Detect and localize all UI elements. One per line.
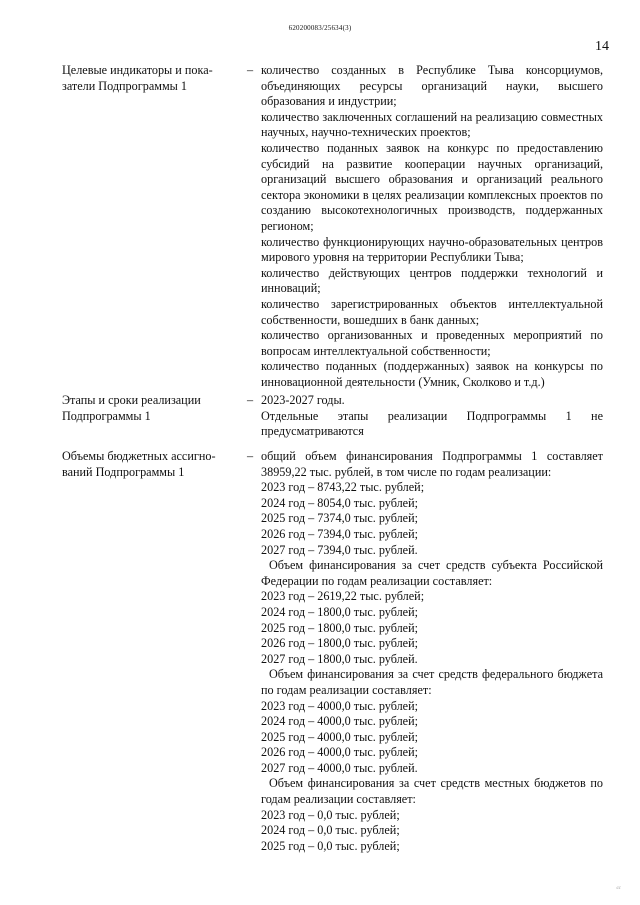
year-line: 2024 год – 4000,0 тыс. рублей;: [261, 714, 418, 729]
list-item: количество поданных заявок на конкурс по предоставлению субсидий на развитие кооперации научных организаций, организаций высшего образования и организаций реального сектора экономики в целях реализации комплексных проектов по созданию высокотехнологичных производств, поддержанных регионом;: [261, 140, 603, 233]
budget-intro: общий объем финансирования Подпрограммы 1 составляет 38959,22 тыс. рублей, в том числе по годам реализации:: [261, 449, 603, 479]
regional-intro: Объем финансирования за счет средств субъекта Российской Федерации по годам реализации составляет:: [261, 558, 603, 588]
list-item: количество созданных в Республике Тыва консорциумов, объединяющих ресурсы организаций науки, высшего образования и индустрии;: [261, 63, 603, 109]
year-line: 2027 год – 4000,0 тыс. рублей.: [261, 760, 418, 775]
list-item: количество поданных (поддержанных) заявок на конкурсы по инновационной деятельности (Умник, Сколково и т.д.): [261, 359, 603, 389]
year-line: 2023 год – 8743,22 тыс. рублей;: [261, 480, 425, 495]
year-line: 2025 год – 4000,0 тыс. рублей;: [261, 729, 418, 744]
dash-marker: –: [247, 449, 254, 463]
page-number: 14: [595, 39, 609, 54]
year-line: 2024 год – 8054,0 тыс. рублей;: [261, 495, 418, 510]
year-line: 2025 год – 1800,0 тыс. рублей;: [261, 620, 418, 635]
year-line: 2027 год – 1800,0 тыс. рублей.: [261, 651, 418, 666]
year-line: 2026 год – 1800,0 тыс. рублей;: [261, 636, 418, 651]
year-line: 2025 год – 7374,0 тыс. рублей;: [261, 511, 418, 526]
year-line: 2023 год – 4000,0 тыс. рублей;: [261, 698, 418, 713]
indicator-list: [261, 63, 603, 390]
budget-text: [261, 449, 603, 854]
stages-text: [261, 393, 603, 440]
list-item: количество зарегистрированных объектов интеллектуальной собственности, вошедших в банк данных;: [261, 296, 603, 327]
dash-marker: –: [247, 63, 254, 77]
year-line: 2026 год – 7394,0 тыс. рублей;: [261, 526, 418, 541]
stage-note: Отдельные этапы реализации Подпрограммы 1 не предусматриваются: [261, 408, 603, 439]
section-label: Этапы и сроки реализации Подпрограммы 1: [62, 393, 201, 423]
document-id: 620200083/25634(3): [288, 24, 352, 32]
dash-marker: –: [247, 393, 254, 407]
year-line: 2023 год – 2619,22 тыс. рублей;: [261, 589, 425, 604]
local-intro: Объем финансирования за счет средств местных бюджетов по годам реализации составляет:: [261, 776, 603, 807]
list-item: количество функционирующих научно-образовательных центров мирового уровня на территории Республики Тыва;: [261, 234, 603, 265]
list-item: количество заключенных соглашений на реализацию совместных научных, научно-технических проектов;: [261, 109, 603, 140]
corner-mark: ᶜᶜ: [616, 884, 621, 893]
stage-years: 2023-2027 годы.: [261, 393, 345, 407]
year-line: 2025 год – 0,0 тыс. рублей;: [261, 838, 400, 853]
section-label: Целевые индикаторы и пока- затели Подпрограммы 1: [62, 63, 213, 93]
year-line: 2024 год – 0,0 тыс. рублей;: [261, 823, 400, 838]
year-line: 2026 год – 4000,0 тыс. рублей;: [261, 745, 418, 760]
year-line: 2027 год – 7394,0 тыс. рублей.: [261, 542, 418, 557]
year-line: 2023 год – 0,0 тыс. рублей;: [261, 807, 400, 822]
list-item: количество организованных и проведенных мероприятий по вопросам интеллектуальной собственности;: [261, 328, 603, 358]
federal-intro: Объем финансирования за счет средств федерального бюджета по годам реализации составляет:: [261, 667, 603, 697]
section-label: Объемы бюджетных ассигно- ваний Подпрограммы 1: [62, 449, 216, 479]
year-line: 2024 год – 1800,0 тыс. рублей;: [261, 604, 418, 619]
list-item: количество действующих центров поддержки технологий и инноваций;: [261, 265, 603, 296]
